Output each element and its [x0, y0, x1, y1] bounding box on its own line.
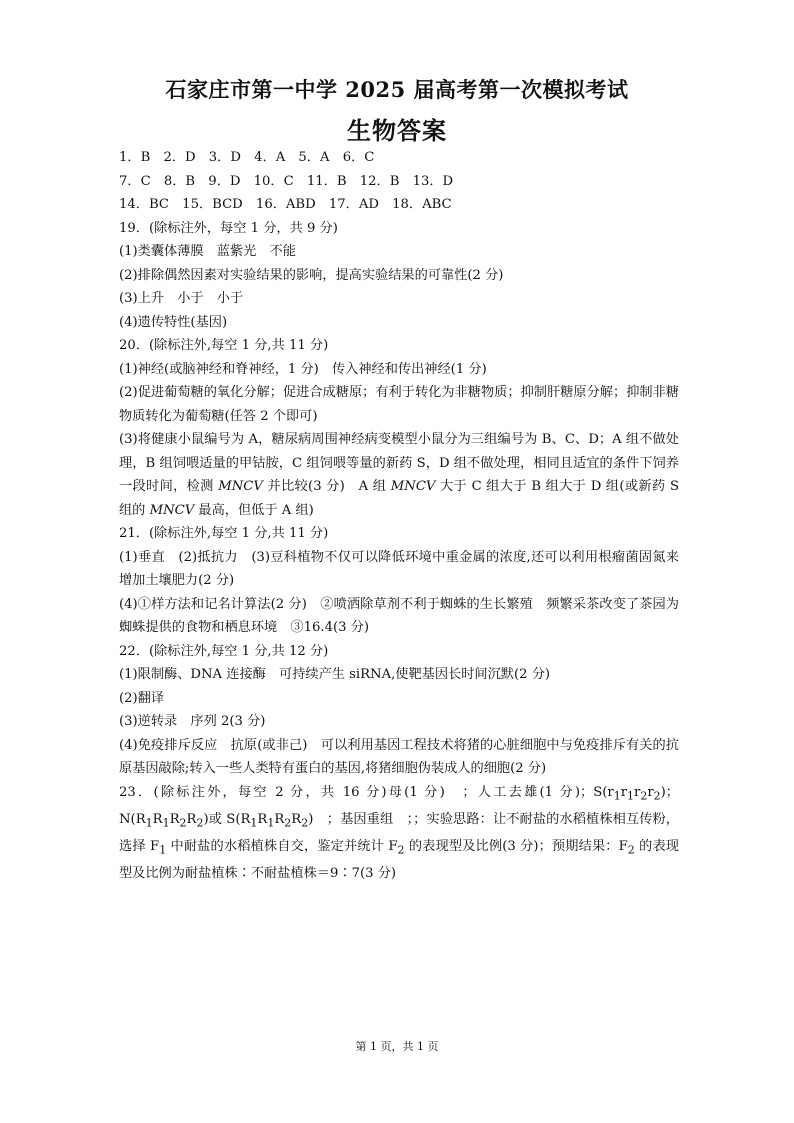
q20-answer-2: (2)促进葡萄糖的氧化分解；促进合成糖原；有利于转化为非糖物质；抑制肝糖原分解；抑制非糖物质转化为葡萄糖(任答 2 个即可): [119, 385, 679, 424]
q23-answer: 23．(除标注外，每空 2 分，共 16 分)母(1 分) ；人工去雄(1 分)；$S(r_1r_1r_2r_2)$；$N(R_1R_1R_2R_2)$或 $S(R_1R_1R_2R_2)$ ；基因重组 ；；实验思路：让不耐盐的水稻植株相互传粉，选择 $F_1$ 中耐盐的水稻植株自交，鉴定并统计 $F_2$ 的表现型及比例(3 分)；预期结果：$F_2$ 的表现型及比例为耐盐植株∶不耐盐植株＝9∶7(3 分): [119, 784, 679, 881]
q19-answer-2: (2)排除偶然因素对实验结果的影响，提高实验结果的可靠性(2 分): [119, 267, 504, 283]
q22-answer-2: (2)翻译: [119, 690, 165, 706]
mc-answers-line-1: 1．B 2．D 3．D 4．A 5．A 6．C: [119, 150, 375, 165]
mc-answers-line-3: 14．BC 15．BCD 16．ABD 17．AD 18．ABC: [119, 197, 452, 212]
q19-answer-3: (3)上升 小于 小于: [119, 291, 244, 306]
q19-heading: 19．(除标注外，每空 1 分，共 9 分): [119, 220, 338, 236]
q21-answer-1: (1)垂直 (2)抵抗力 (3)豆科植物不仅可以降低环境中重金属的浓度,还可以利用根瘤菌固氮来增加土壤肥力(2 分): [119, 549, 679, 588]
q22-answer-1: (1)限制酶、DNA 连接酶 可持续产生 siRNA,使靶基因长时间沉默(2 分): [119, 667, 551, 682]
q20-answer-1: (1)神经(或脑神经和脊神经，1 分) 传入神经和传出神经(1 分): [119, 361, 487, 377]
q20-heading: 20．(除标注外,每空 1 分,共 11 分): [119, 338, 329, 353]
answer-content: [119, 146, 679, 885]
mc-answers-line-2: 7．C 8．B 9．D 10．C 11．B 12．B 13．D: [119, 173, 454, 189]
document-subtitle: 生物答案: [347, 116, 447, 145]
q20-answer-3: (3)将健康小鼠编号为 A，糖尿病周围神经病变模型小鼠分为三组编号为 B、C、D；A 组不做处理，B 组饲喂适量的甲钴胺，C 组饲喂等量的新药 S，D 组不做处理，相同且适宜的条件下饲养一段时间，检测 MNCV 并比较(3 分) A 组 MNCV 大于 C 组大于 B 组大于 D 组(或新药 S 组的 MNCV 最高，但低于 A 组): [119, 432, 679, 518]
q22-heading: 22．(除标注外,每空 1 分,共 12 分): [119, 643, 329, 659]
q21-heading: 21．(除标注外,每空 1 分,共 11 分): [119, 526, 329, 541]
q19-answer-1: (1)类囊体薄膜 蓝紫光 不能: [119, 244, 296, 259]
page-footer: 第 1 页，共 1 页: [355, 1040, 439, 1053]
document-title: 石家庄市第一中学 2025 届高考第一次模拟考试: [165, 77, 629, 102]
q22-answer-3: (3)逆转录 序列 2(3 分): [119, 714, 266, 729]
q22-answer-4: (4)免疫排斥反应 抗原(或非己) 可以利用基因工程技术将猪的心脏细胞中与免疫排斥有关的抗原基因敲除;转入一些人类特有蛋白的基因,将猪细胞伪装成人的细胞(2 分): [119, 737, 679, 776]
q19-answer-4: (4)遗传特性(基因): [119, 314, 228, 330]
q21-answer-2: (4)①样方法和记名计算法(2 分) ②喷洒除草剂不利于蜘蛛的生长繁殖 频繁采茶改变了茶园为蜘蛛提供的食物和栖息环境 ③16.4(3 分): [119, 596, 679, 635]
